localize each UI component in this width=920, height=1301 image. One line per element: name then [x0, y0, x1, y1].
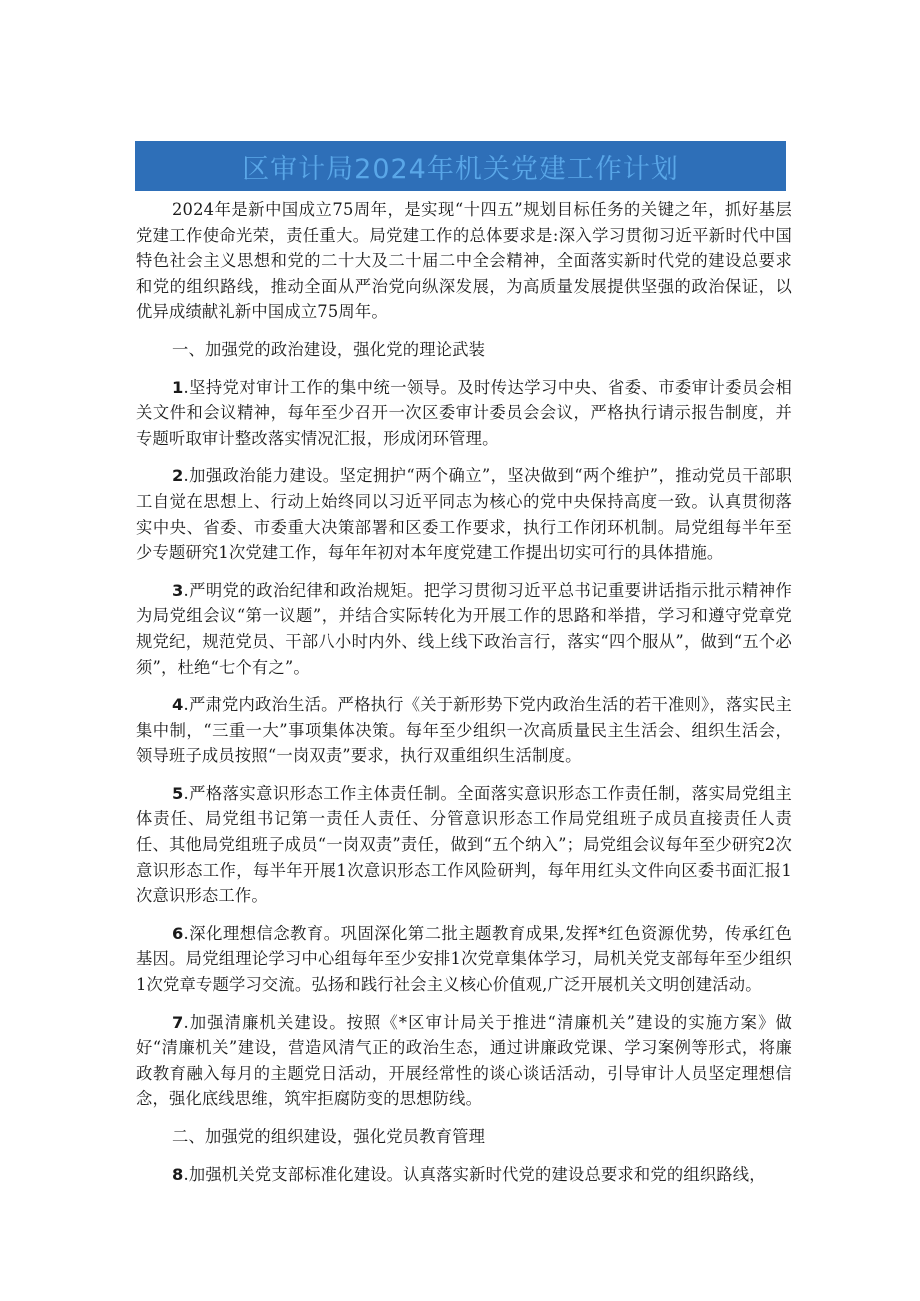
list-item	[136, 781, 792, 909]
document-body	[136, 197, 792, 1199]
item-number: 1	[172, 377, 184, 397]
section-heading-1: 一、加强党的政治建设，强化党的理论武装	[172, 339, 486, 359]
list-item	[136, 578, 792, 680]
item-number: 6	[172, 923, 184, 943]
document-title: 区审计局2024年机关党建工作计划	[242, 153, 679, 185]
item-text: .加强清廉机关建设。按照《*区审计局关于推进“清廉机关”建设的实施方案》做好“清廉机关”建设，营造风清气正的政治生态，通过讲廉政党课、学习案例等形式，将廉政教育融入每月的主题党日活动，开展经常性的谈心谈话活动，引导审计人员坚定理想信念，强化底线思维，筑牢拒腐防变的思想防线。	[136, 1012, 792, 1109]
item-number: 7	[172, 1012, 184, 1032]
item-number: 2	[172, 466, 184, 486]
list-item	[136, 692, 792, 769]
intro-paragraph: 2024年是新中国成立75周年，是实现“十四五”规划目标任务的关键之年，抓好基层党建工作使命光荣，责任重大。局党建工作的总体要求是:深入学习贯彻习近平新时代中国特色社会主义思想和党的二十大及二十届二中全会精神，全面落实新时代党的建设总要求和党的组织路线，推动全面从严治党向纵深发展，为高质量发展提供坚强的政治保证，以优异成绩献礼新中国成立75周年。	[136, 200, 792, 322]
list-item	[136, 463, 792, 565]
item-text: .严明党的政治纪律和政治规矩。把学习贯彻习近平总书记重要讲话指示批示精神作为局党组会议“第一议题”，并结合实际转化为开展工作的思路和举措，学习和遵守党章党规党纪，规范党员、干部八小时内外、线上线下政治言行，落实“四个服从”，做到“五个必须”，杜绝“七个有之”。	[136, 580, 792, 677]
list-item	[136, 1162, 792, 1188]
item-text: .严格落实意识形态工作主体责任制。全面落实意识形态工作责任制，落实局党组主体责任、局党组书记第一责任人责任、分管意识形态工作局党组班子成员直接责任人责任、其他局党组班子成员“一岗双责”责任，做到“五个纳入”；局党组会议每年至少研究2次意识形态工作，每半年开展1次意识形态工作风险研判，每年用红头文件向区委书面汇报1次意识形态工作。	[136, 783, 792, 906]
item-number: 3	[172, 580, 184, 600]
list-item	[136, 921, 792, 998]
list-item	[136, 375, 792, 452]
list-item	[136, 1010, 792, 1112]
item-text: .坚持党对审计工作的集中统一领导。及时传达学习中央、省委、市委审计委员会相关文件和会议精神，每年至少召开一次区委审计委员会会议，严格执行请示报告制度，并专题听取审计整改落实情况汇报，形成闭环管理。	[136, 377, 792, 448]
section-heading-2: 二、加强党的组织建设，强化党员教育管理	[172, 1127, 486, 1146]
item-number: 5	[172, 783, 184, 803]
item-text: .严肃党内政治生活。严格执行《关于新形势下党内政治生活的若干准则》，落实民主集中制，“三重一大”事项集体决策。每年至少组织一次高质量民主生活会、组织生活会，领导班子成员按照“一岗双责”要求，执行双重组织生活制度。	[136, 695, 792, 766]
item-number: 8	[172, 1164, 184, 1184]
item-text: .深化理想信念教育。巩固深化第二批主题教育成果,发挥*红色资源优势，传承红色基因。局党组理论学习中心组每年至少安排1次党章集体学习，局机关党支部每年至少组织1次党章专题学习交流。弘扬和践行社会主义核心价值观,广泛开展机关文明创建活动。	[136, 923, 792, 995]
title-banner	[135, 141, 786, 191]
item-text: .加强机关党支部标准化建设。认真落实新时代党的建设总要求和党的组织路线，	[183, 1164, 766, 1184]
item-number: 4	[172, 695, 184, 715]
item-text: .加强政治能力建设。坚定拥护“两个确立”，坚决做到“两个维护”，推动党员干部职工自觉在思想上、行动上始终同以习近平同志为核心的党中央保持高度一致。认真贯彻落实中央、省委、市委重大决策部署和区委工作要求，执行工作闭环机制。局党组每半年至少专题研究1次党建工作，每年年初对本年度党建工作提出切实可行的具体措施。	[136, 466, 792, 563]
